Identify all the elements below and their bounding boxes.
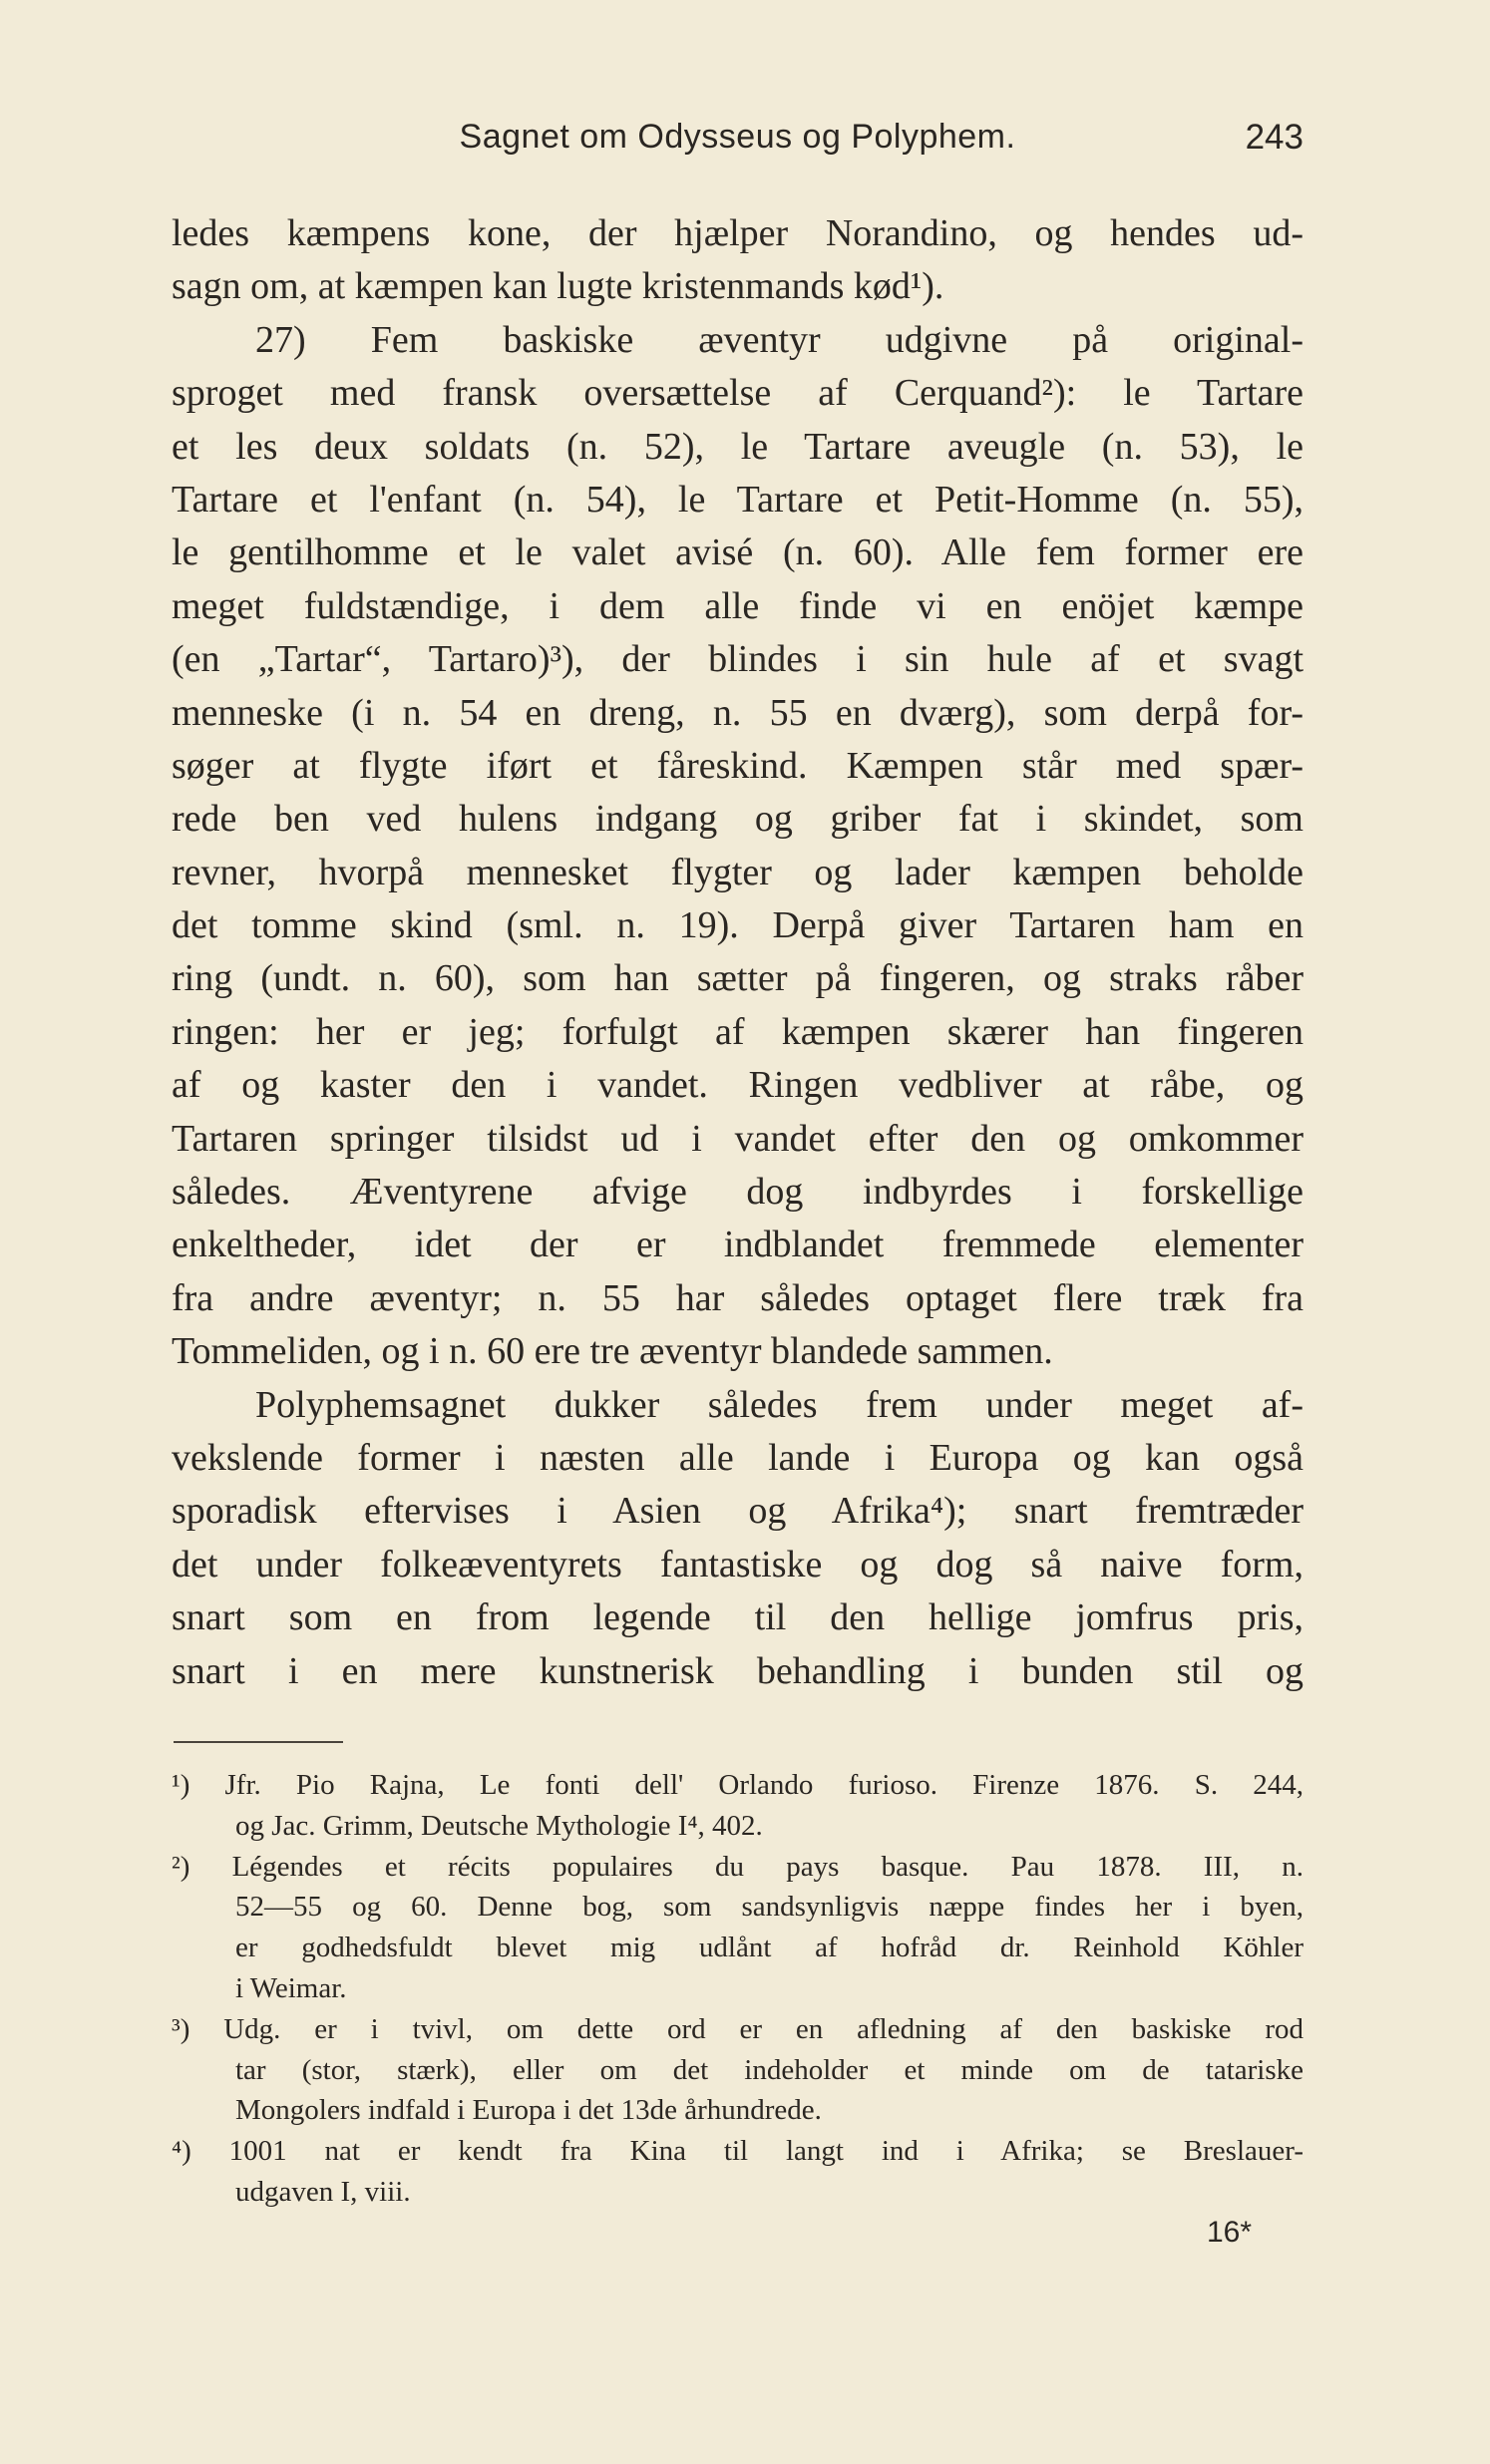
body-line: således. Æventyrene afvige dog indbyrdes i forskellige — [172, 1171, 1304, 1214]
body-line: det tomme skind (sml. n. 19). Derpå giver Tartaren ham en — [172, 904, 1304, 947]
body-line: Tartaren springer tilsidst ud i vandet efter den og omkommer — [172, 1117, 1304, 1160]
body-line: Polyphemsagnet dukker således frem under meget af- — [255, 1383, 1304, 1426]
footnote-line: ³) Udg. er i tvivl, om dette ord er en afledning af den baskiske rod — [172, 2012, 1304, 2045]
body-line: enkeltheder, idet der er indblandet fremmede elementer — [172, 1224, 1304, 1266]
body-line: det under folkeæventyrets fantastiske og dog så naive form, — [172, 1543, 1304, 1585]
footnote-line: tar (stor, stærk), eller om det indeholder et minde om de tatariske — [235, 2053, 1304, 2086]
footnote-line: 52—55 og 60. Denne bog, som sandsynligvis næppe findes her i byen, — [235, 1891, 1304, 1924]
body-line: meget fuldstændige, i dem alle finde vi en enöjet kæmpe — [172, 584, 1304, 627]
body-line: af og kaster den i vandet. Ringen vedbliver at råbe, og — [172, 1064, 1304, 1107]
body-line: sproget med fransk oversættelse af Cerquand²): le Tartare — [172, 372, 1304, 415]
footnote-line: og Jac. Grimm, Deutsche Mythologie I⁴, 402. — [235, 1809, 763, 1842]
body-line: snart i en mere kunstnerisk behandling i bunden stil og — [172, 1649, 1304, 1692]
body-line: le gentilhomme et le valet avisé (n. 60). Alle fem former ere — [172, 531, 1304, 574]
body-line: ring (undt. n. 60), som han sætter på fingeren, og straks råber — [172, 957, 1304, 1000]
footnote-separator — [174, 1741, 343, 1743]
body-line: vekslende former i næsten alle lande i Europa og kan også — [172, 1436, 1304, 1479]
footnote-line: ¹) Jfr. Pio Rajna, Le fonti dell' Orlando furioso. Firenze 1876. S. 244, — [172, 1769, 1304, 1801]
signature-mark: 16* — [1207, 2216, 1253, 2249]
running-header — [172, 118, 1304, 172]
body-line: snart som en from legende til den hellige jomfrus pris, — [172, 1596, 1304, 1639]
footnotes — [172, 1765, 1304, 2213]
body-line: ringen: her er jeg; forfulgt af kæmpen skærer han fingeren — [172, 1010, 1304, 1053]
page-number: 243 — [1245, 118, 1304, 157]
footnote-line: i Weimar. — [235, 1971, 347, 2004]
body-line: Tartare et l'enfant (n. 54), le Tartare et Petit-Homme (n. 55), — [172, 478, 1304, 521]
body-line: 27) Fem baskiske æventyr udgivne på original- — [255, 318, 1304, 361]
body-line: revner, hvorpå mennesket flygter og lader kæmpen beholde — [172, 851, 1304, 893]
body-line: fra andre æventyr; n. 55 har således optaget flere træk fra — [172, 1276, 1304, 1319]
body-line: Tommeliden, og i n. 60 ere tre æventyr blandede sammen. — [172, 1330, 1053, 1373]
body-line: et les deux soldats (n. 52), le Tartare aveugle (n. 53), le — [172, 425, 1304, 468]
body-line: rede ben ved hulens indgang og griber fat i skindet, som — [172, 798, 1304, 841]
body-line: søger at flygte iført et fåreskind. Kæmpen står med spær- — [172, 744, 1304, 787]
body-line: menneske (i n. 54 en dreng, n. 55 en dværg), som derpå for- — [172, 691, 1304, 734]
footnote-line: Mongolers indfald i Europa i det 13de århundrede. — [235, 2094, 822, 2127]
footnote-line: ⁴) 1001 nat er kendt fra Kina til langt ind i Afrika; se Breslauer- — [172, 2135, 1304, 2168]
body-line: sagn om, at kæmpen kan lugte kristenmands kød¹). — [172, 265, 944, 308]
body-line: sporadisk eftervises i Asien og Afrika⁴); snart fremtræder — [172, 1490, 1304, 1533]
body-line: ledes kæmpens kone, der hjælper Norandino, og hendes ud- — [172, 212, 1304, 254]
body-text — [172, 207, 1304, 1698]
footnote-line: ²) Légendes et récits populaires du pays basque. Pau 1878. III, n. — [172, 1850, 1304, 1883]
running-title: Sagnet om Odysseus og Polyphem. — [459, 118, 1016, 156]
footnote-line: er godhedsfuldt blevet mig udlånt af hofråd dr. Reinhold Köhler — [235, 1932, 1304, 1964]
body-line: (en „Tartar“, Tartaro)³), der blindes i sin hule af et svagt — [172, 638, 1304, 681]
footnote-line: udgaven I, viii. — [235, 2175, 411, 2208]
